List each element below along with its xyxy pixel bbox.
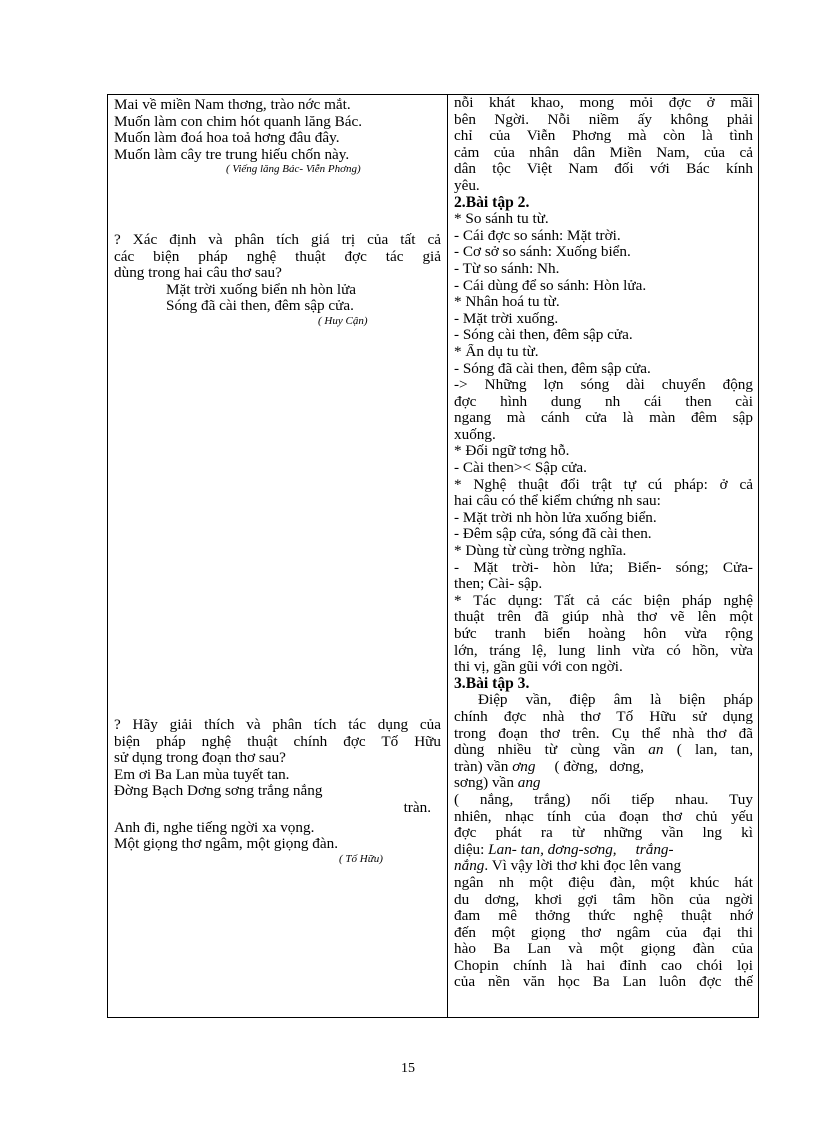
- question-line: biện pháp nghệ thuật chính đợc Tố Hữu: [114, 733, 441, 750]
- poem-line: Sóng đã cài then, đêm sập cửa.: [166, 298, 354, 315]
- poem-line-wrap: tràn.: [403, 799, 431, 816]
- answer-line: hai câu có thể kiểm chứng nh sau:: [454, 493, 661, 510]
- exercise-3-heading: 3.Bài tập 3.: [454, 675, 530, 692]
- answer-line: Điệp vần, điệp âm là biện pháp: [478, 692, 753, 709]
- question-line: ? Hãy giải thích và phân tích tác dụng của: [114, 717, 441, 733]
- rhyme-examples: Lan- tan, dơng-sơng, trắng-: [488, 841, 674, 858]
- answer-intro: [454, 95, 753, 195]
- answer-line: đam mê thởng thức nghệ thuật nhớ: [454, 908, 753, 925]
- question-line: dùng trong hai câu thơ sau?: [114, 265, 282, 282]
- answer-text: diệu:: [454, 841, 489, 858]
- answer-line: của nền văn học Ba Lan luôn đợc thế: [454, 974, 753, 991]
- question-exercise-3: [114, 717, 441, 866]
- exercise-2-heading: 2.Bài tập 2.: [454, 194, 530, 211]
- poem-line: Mặt trời xuống biển nh hòn lửa: [166, 281, 357, 298]
- answer-line: lớn, tráng lệ, lung linh vừa có hồn, vừa: [454, 642, 753, 659]
- poem-line: Một giọng thơ ngâm, một giọng đàn.: [114, 836, 339, 853]
- answer-line: * Nhân hoá tu từ.: [454, 294, 560, 311]
- answer-line: nỗi khát khao, mong mỏi đợc ở mãi: [454, 95, 753, 111]
- question-column: [108, 95, 448, 1017]
- poem-citation: ( Huy Cận): [318, 314, 368, 327]
- poem-line: Đờng Bạch Dơng sơng trắng nắng: [114, 783, 323, 800]
- question-exercise-2: [114, 232, 441, 328]
- answer-line: Chopin chính là hai đỉnh cao chói lọi: [454, 957, 753, 974]
- answer-line: đợc phát ra từ những vần lng kì: [454, 825, 753, 842]
- poem-line: Muốn làm đoá hoa toả hơng đâu đây.: [114, 130, 340, 147]
- answer-line: - Đêm sập cửa, sóng đã cài then.: [454, 526, 652, 543]
- answer-line: [454, 842, 753, 859]
- answer-line: đến một giọng thơ ngâm của đại thi: [454, 924, 753, 941]
- poem-line: Anh đi, nghe tiếng ngời xa vọng.: [114, 819, 315, 836]
- question-line: ? Xác định và phân tích giá trị của tất cả: [114, 232, 441, 248]
- answer-line: bức tranh biển hoàng hôn vừa rộng: [454, 626, 753, 642]
- answer-line: cảm của nhân dân Miền Nam, của cả: [454, 144, 753, 161]
- answer-line: - Cái dùng để so sánh: Hòn lửa.: [454, 277, 647, 294]
- poem-vieng-lang-bac: [114, 97, 441, 176]
- answer-line: - Mặt trời xuống.: [454, 310, 559, 327]
- answer-line: dân tộc Việt Nam đối với Bác kính: [454, 161, 753, 178]
- content-table: [107, 94, 759, 1018]
- answer-line: then; Cài- sập.: [454, 576, 543, 593]
- answer-line: trong đoạn thơ trên. Cụ thể nhà thơ đã: [454, 725, 753, 742]
- answer-text: tràn) vần: [454, 758, 513, 775]
- answer-text: ( đờng, dơng,: [535, 758, 644, 775]
- answer-line: chỉ của Viễn Phơng mà còn là tình: [454, 128, 753, 145]
- answer-line: - Cái đợc so sánh: Mặt trời.: [454, 227, 621, 244]
- answer-line: đợc hình dung nh cái then cài: [454, 393, 753, 410]
- answer-line: * Nghệ thuật đổi trật tự cú pháp: ở cả: [454, 476, 753, 493]
- answer-line: yêu.: [454, 177, 480, 194]
- poem-citation: ( Viếng lăng Bác- Viễn Phơng): [226, 163, 361, 176]
- answer-line: - Mặt trời- hòn lửa; Biển- sóng; Cửa-: [454, 559, 753, 576]
- question-line: sử dụng trong đoạn thơ sau?: [114, 750, 286, 767]
- question-line: các biện pháp nghệ thuật đợc tác giả: [114, 248, 441, 265]
- answer-line: - Sóng đã cài then, đêm sập cửa.: [454, 360, 651, 377]
- answer-line: * Dùng từ cùng trờng nghĩa.: [454, 543, 627, 560]
- answer-line: * Ẩn dụ tu từ.: [454, 343, 539, 360]
- answer-line: xuống.: [454, 426, 496, 443]
- answer-text: dùng nhiều từ cùng vần: [454, 742, 649, 759]
- answer-line: -> Những lợn sóng dài chuyển động: [454, 377, 753, 394]
- poem-line: Muốn làm con chim hót quanh lăng Bác.: [114, 113, 363, 130]
- answer-line: [454, 759, 753, 776]
- exercise-3-answer: [454, 692, 753, 991]
- answer-line: du dơng, khơi gợi tâm hồn của ngời: [454, 891, 753, 908]
- answer-line: hào Ba Lan và một giọng đàn của: [454, 941, 753, 958]
- answer-text: ( lan, tan,: [663, 742, 753, 759]
- answer-line: * Đối ngữ tơng hỗ.: [454, 443, 570, 460]
- answer-line: ngân nh một điệu đàn, một khúc hát: [454, 874, 753, 891]
- answer-line: chính đợc nhà thơ Tố Hữu sử dụng: [454, 708, 753, 725]
- answer-line: thuật trên đã giúp nhà thơ vẽ lên một: [454, 609, 753, 626]
- rhyme-ong: ơng: [512, 758, 536, 775]
- answer-line: * Tác dụng: Tất cả các biện pháp nghệ: [454, 592, 753, 609]
- answer-text: sơng) vần: [454, 775, 518, 792]
- answer-text: . Vì vậy lời thơ khi đọc lên vang: [484, 858, 682, 875]
- poem-line: Muốn làm cây tre trung hiếu chốn này.: [114, 146, 350, 163]
- answer-line: - Sóng cài then, đêm sập cửa.: [454, 327, 633, 344]
- poem-citation: ( Tố Hữu): [339, 852, 383, 865]
- answer-line: [454, 858, 753, 875]
- answer-line: - Cài then>< Sập cửa.: [454, 460, 587, 477]
- poem-line: Mai về miền Nam thơng, trào nớc mắt.: [114, 97, 351, 113]
- answer-line: bên Ngời. Nỗi niềm ấy không phải: [454, 111, 753, 128]
- exercise-2-answer: [454, 211, 753, 676]
- answer-line: ngang mà cánh cửa là màn đêm sập: [454, 410, 753, 427]
- answer-line: - Mặt trời nh hòn lửa xuống biển.: [454, 509, 657, 526]
- answer-line: * So sánh tu từ.: [454, 211, 549, 228]
- answer-line: - Từ so sánh: Nh.: [454, 260, 560, 277]
- answer-line: ( nắng, trắng) nối tiếp nhau. Tuy: [454, 791, 753, 808]
- poem-line: Em ơi Ba Lan mùa tuyết tan.: [114, 766, 290, 783]
- answer-line: [454, 775, 753, 792]
- answer-line: - Cơ sở so sánh: Xuống biển.: [454, 244, 631, 261]
- answer-line: nhiên, nhạc tính của đoạn thơ chủ yếu: [454, 808, 753, 825]
- answer-line: thi vị, gần gũi với con ngời.: [454, 659, 623, 676]
- rhyme-an: an: [648, 742, 664, 759]
- answer-column: [448, 95, 758, 1017]
- answer-line: [454, 742, 753, 759]
- rhyme-examples: nắng: [454, 858, 485, 875]
- rhyme-ang: ang: [517, 775, 541, 792]
- page-number: 15: [401, 1061, 415, 1076]
